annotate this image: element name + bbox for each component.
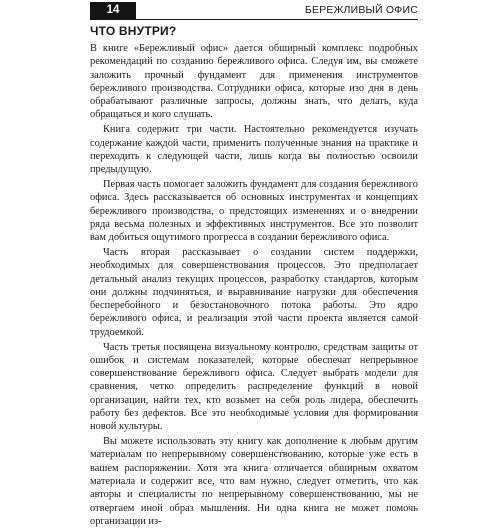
page-number: 14: [90, 2, 136, 19]
page-header: [90, 2, 418, 20]
paragraph: Часть вторая рассказывает о создании систем поддержки, необходимых для совершенствования процессов. Это предполагает детальный анализ текущих процессов, разработку стандартов, которым они должны подчиняться, и выравнивание нагрузки для обеспечения бесперебойного и безостановочного потока работы. Это ядро бережливого офиса, и реализация этой части проекта является самой трудоемкой.: [90, 246, 418, 338]
section-title: ЧТО ВНУТРИ?: [90, 24, 177, 38]
running-title: БЕРЕЖЛИВЫЙ ОФИС: [304, 4, 418, 16]
paragraph: Вы можете использовать эту книгу как дополнение к любым другим материалам по непрерывному совершенствованию, которые уже есть в вашем распоряжении. Хотя эта книга отличается обширным охватом материала и содержит все, что вам нужно, следует отметить, что как авторы и специалисты по непрерывному совершенствованию, мы не отвергаем иной образ мышления. Ни одна книга не может помочь организации из-: [90, 436, 418, 527]
body-text: [90, 42, 418, 528]
paragraph: В книге «Бережливый офис» дается обширный комплекс подробных рекомендаций по созданию бережливого офиса. Следуя им, вы сможете заложить прочный фундамент для применения инструментов бережливого производства. Сотрудники офиса, которые изо дня в день обрабатывают различные запросы, должны знать, что делать, куда обращаться и кого слушать.: [90, 43, 418, 121]
paragraph: Первая часть помогает заложить фундамент для создания бережливого офиса. Здесь рассказывается об основных инструментах и концепциях бережливого производства, о предстоящих изменениях и о внедрении ряда весьма полезных и эффективных инструментов. Все это позволит вам добиться ощутимого прогресса в создании бережливого офиса.: [90, 178, 418, 244]
paragraph: Часть третья посвящена визуальному контролю, средствам защиты от ошибок и системам показателей, которые обеспечат непрерывное совершенствование бережливого офиса. Следует выбрать модели для сравнения, четко определить распределение функций в новой организации, найти тех, кто возьмет на себя роль лидера, обеспечить работу без дефектов. Все это необходимые условия для формирования новой культуры.: [90, 341, 418, 433]
paragraph: Книга содержит три части. Настоятельно рекомендуется изучать содержание каждой части, применить полученные знания на практике и переходить к следующей части, лишь когда вы полностью освоили предыдущую.: [90, 124, 418, 176]
